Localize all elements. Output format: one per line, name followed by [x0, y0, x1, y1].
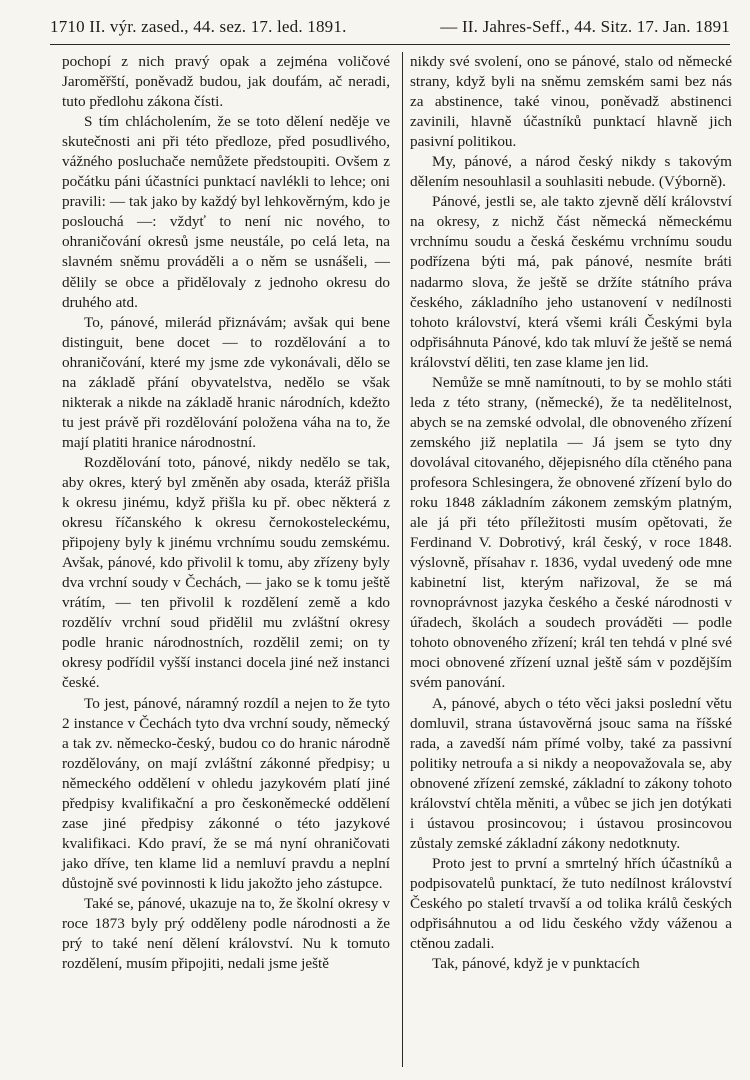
left-paragraph-4: Rozdělování toto, pánové, nikdy nedělo se tak, aby okres, který byl změněn aby osada, kteráž přišla k okresu jinému, když přišla ku př. obec některá z okresu říčanského k okresu černokosteleckému, připojeny byly k jinému vrchnímu soudu zemskému. Avšak, pánové, kdo přivolil k tomu, aby zřízeny byly dva vrchní soudy v Čechách, — jako se k tomu ještě vrátím, — ten přivolil k rozdělení země a kdo rozdělív vrchní soud přidělil mu zvláštní okresy podle hranic národnostních, rozdělil zemi; on ty okresy podřídil vyšší instanci docela jiné než instanci české. [62, 453, 390, 692]
right-paragraph-2: My, pánové, a národ český nikdy s takovým dělením nesouhlasil a souhlasiti nebude. (Výborně). [410, 153, 732, 191]
right-paragraph-5: A, pánové, abych o této věci jaksi poslední větu domluvil, strana ústavověrná jsouc sama na říšské rada, a zavedší nám přímé volby, také za passivní politiky netroufa a si nikdy a neopovažovala se, aby obnovené zřízení zemské, základní to zákony tohoto království chtěla měniti, a vůbec se jich jen dotýkati i ústavou prosincovou; i ústavou prosincovou zůstaly zemské základní zákony nedotknuty. [410, 694, 732, 852]
left-paragraph-5: To jest, pánové, náramný rozdíl a nejen to že tyto 2 instance v Čechách tyto dva vrchní soudy, německý a tak zv. německo-český, budou co do hranic národně rozdělovány, on mají zvláštní zákonné předpisy; u německého oddělení v ohledu jazykovém platí jiné předpisy kvalifikační a pro českoněmecké oddělení zase jiné předpisy zákonné o této jazykové kvalifikaci. Kdo praví, že se má nyní ohraničovati jako dříve, ten klame lid a nemluví pravdu a neplní důstojně své povinnosti k lidu jakožto jeho zástupce. [62, 694, 390, 892]
right-paragraph-1: nikdy své svolení, ono se pánové, stalo od německé strany, když byli na sněmu zemském sami bez nás za abstinence, také vinou, poněvadž abstinenci zavinili, hlavně účastníků punktací hlavně jich pasivní politikou. [410, 53, 732, 151]
left-paragraph-2: S tím chlácholením, že se toto dělení neděje ve skutečnosti ani při této předloze, před posudlivého, vážného posluchače nemůžete předstoupiti. Ovšem z počátku páni účastníci punktací navlékli to lehce; oni pravili: — tak jako by každý byl lehkověrným, kdo je poslouchá —: vždyť to není nic nového, to ohraničování okresů jsme neustále, po celá leta, na slavném sněmu prováděli a o něm se usnášeli, — dělily se obce a přidělovaly z jednoho okresu do druhého atd. [62, 113, 390, 311]
right-paragraph-7: Tak, pánové, když je v punktacích [432, 955, 640, 973]
left-paragraph-1: pochopí z nich pravý opak a zejména voličové Jaroměřští, poněvadž budou, jak doufám, ač neradi, tuto předlohu zákona čísti. [62, 53, 390, 111]
left-paragraph-6: Také se, pánové, ukazuje na to, že školní okresy v roce 1873 byly prý odděleny podle národnosti a že prý to také není dělení království. Nu k tomuto rozdělení, musím připojiti, nedali jsme ještě [62, 894, 390, 973]
left-column [62, 52, 390, 974]
page-header [50, 14, 730, 40]
column-divider [402, 52, 403, 1067]
header-right: — II. Jahres-Seff., 44. Sitz. 17. Jan. 1891 [440, 17, 730, 36]
header-left: 1710 II. výr. zased., 44. sez. 17. led. 1891. [50, 17, 347, 36]
left-paragraph-3: To, pánové, milerád přiznávám; avšak qui bene distinguit, bene docet — to rozdělování a to ohraničování, které my jsme zde vykonávali, dělo se na základě přání obyvatelstva, nedělo se však nikterak a nikde na základě hranic národních, kdežto tu jest právě při rozdělování položena váha na to, že mají platiti hranice národnostní. [62, 313, 390, 451]
header-rule [50, 44, 730, 45]
right-column [410, 52, 732, 974]
right-paragraph-4: Nemůže se mně namítnouti, to by se mohlo státi leda z této strany, (německé), že ta nedělitelnost, abych se na zemské odvolal, dle obnoveného zřízení zemského již neplatila — Já jsem se tyto dny dovolával citovaného, dějepisného díla ctěného pana profesora Schlesingera, že obnovené zřízení bylo do roku 1848 základním zákonem zemským platným, ale já při této příležitosti musím opětovati, že Ferdinand V. Dobrotivý, král český, v roce 1848. výslovně, přísahav r. 1836, vydal uvedený ode mne kabinetní list, kterým nařizoval, že se má rovnoprávnost jazyka českého a české národnosti v úřadech, školách a soudech prováděti — podle tohoto obnoveného zřízení; král ten tehdá v plné své moci obnovené zřízení uznal ještě sám v pozdějším svém panování. [410, 373, 732, 692]
right-paragraph-3: Pánové, jestli se, ale takto zjevně dělí království na okresy, z nichž část německá německému vrchnímu soudu a česká českému vrchnímu soudu podřízena býti má, pak pánové, nesmíte bráti nadarmo slova, že ještě se držíte státního práva českého, základního jeho ustanovení v nedílnosti tohoto království, která všemi králi Českými byla odpřisáhnuta Pánové, kdo tak mluví že ještě se nemá království děliti, ten zase klame jen lid. [410, 193, 732, 371]
right-paragraph-6: Proto jest to první a smrtelný hřích účastníků a podpisovatelů punktací, že tuto nedílnost království Českého po staletí trvavší a od tolika králů českých odpřisáhnutou a od lidu českého vždy váženou a ctěnou zadali. [410, 854, 732, 953]
